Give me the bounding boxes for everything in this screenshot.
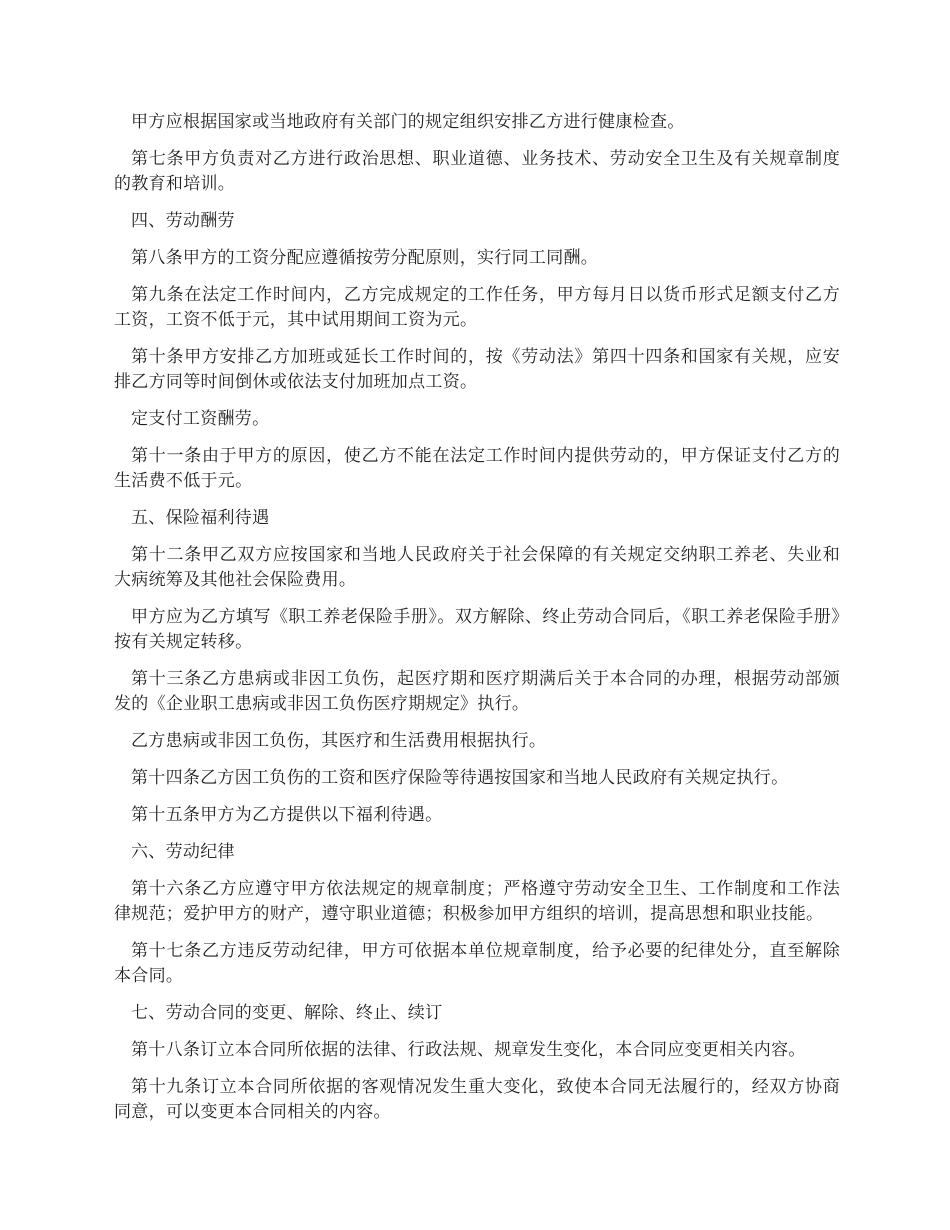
paragraph-article-13: 第十三条乙方患病或非因工负伤，起医疗期和医疗期满后关于本合同的办理，根据劳动部颁发的《企业职工患病或非因工负伤医疗期规定》执行。 [114,669,840,714]
paragraph-article-7: 第七条甲方负责对乙方进行政治思想、职业道德、业务技术、劳动安全卫生及有关规章制度的教育和培训。 [114,149,840,194]
paragraph-article-14: 第十四条乙方因工负伤的工资和医疗保险等待遇按国家和当地人民政府有关规定执行。 [131,768,789,788]
paragraph-illness-costs: 乙方患病或非因工负伤，其医疗和生活费用根据执行。 [131,731,547,751]
document-page [114,110,840,1137]
paragraph-article-11: 第十一条由于甲方的原因，使乙方不能在法定工作时间内提供劳动的，甲方保证支付乙方的生活费不低于元。 [114,446,840,491]
paragraph-article-10: 第十条甲方安排乙方加班或延长工作时间的，按《劳动法》第四十四条和国家有关规，应安排乙方同等时间倒休或依法支付加班加点工资。 [114,347,840,392]
paragraph-article-18: 第十八条订立本合同所依据的法律、行政法规、规章发生变化，本合同应变更相关内容。 [131,1040,806,1060]
paragraph-pay-remuneration: 定支付工资酬劳。 [131,409,270,429]
section-heading-contract-changes: 七、劳动合同的变更、解除、终止、续订 [131,1003,443,1023]
section-heading-insurance: 五、保险福利待遇 [131,508,270,528]
paragraph-article-17: 第十七条乙方违反劳动纪律，甲方可依据本单位规章制度，给予必要的纪律处分，直至解除本合同。 [114,941,840,986]
paragraph-article-8: 第八条甲方的工资分配应遵循按劳分配原则，实行同工同酬。 [131,248,599,268]
paragraph-article-9: 第九条在法定工作时间内，乙方完成规定的工作任务，甲方每月日以货币形式足额支付乙方工资，工资不低于元，其中试用期间工资为元。 [114,285,840,330]
paragraph-article-15: 第十五条甲方为乙方提供以下福利待遇。 [131,805,443,825]
paragraph-article-12: 第十二条甲乙双方应按国家和当地人民政府关于社会保障的有关规定交纳职工养老、失业和大病统筹及其他社会保险费用。 [114,545,840,590]
paragraph-health-check: 甲方应根据国家或当地政府有关部门的规定组织安排乙方进行健康检查。 [131,112,685,132]
section-heading-remuneration: 四、劳动酬劳 [131,211,235,231]
paragraph-article-19: 第十九条订立本合同所依据的客观情况发生重大变化，致使本合同无法履行的，经双方协商同意，可以变更本合同相关的内容。 [114,1077,840,1122]
paragraph-article-16: 第十六条乙方应遵守甲方依法规定的规章制度；严格遵守劳动安全卫生、工作制度和工作法律规范；爱护甲方的财产，遵守职业道德；积极参加甲方组织的培训，提高思想和职业技能。 [114,879,840,924]
section-heading-discipline: 六、劳动纪律 [131,842,235,862]
paragraph-pension-manual: 甲方应为乙方填写《职工养老保险手册》。双方解除、终止劳动合同后，《职工养老保险手册》按有关规定转移。 [114,607,840,652]
